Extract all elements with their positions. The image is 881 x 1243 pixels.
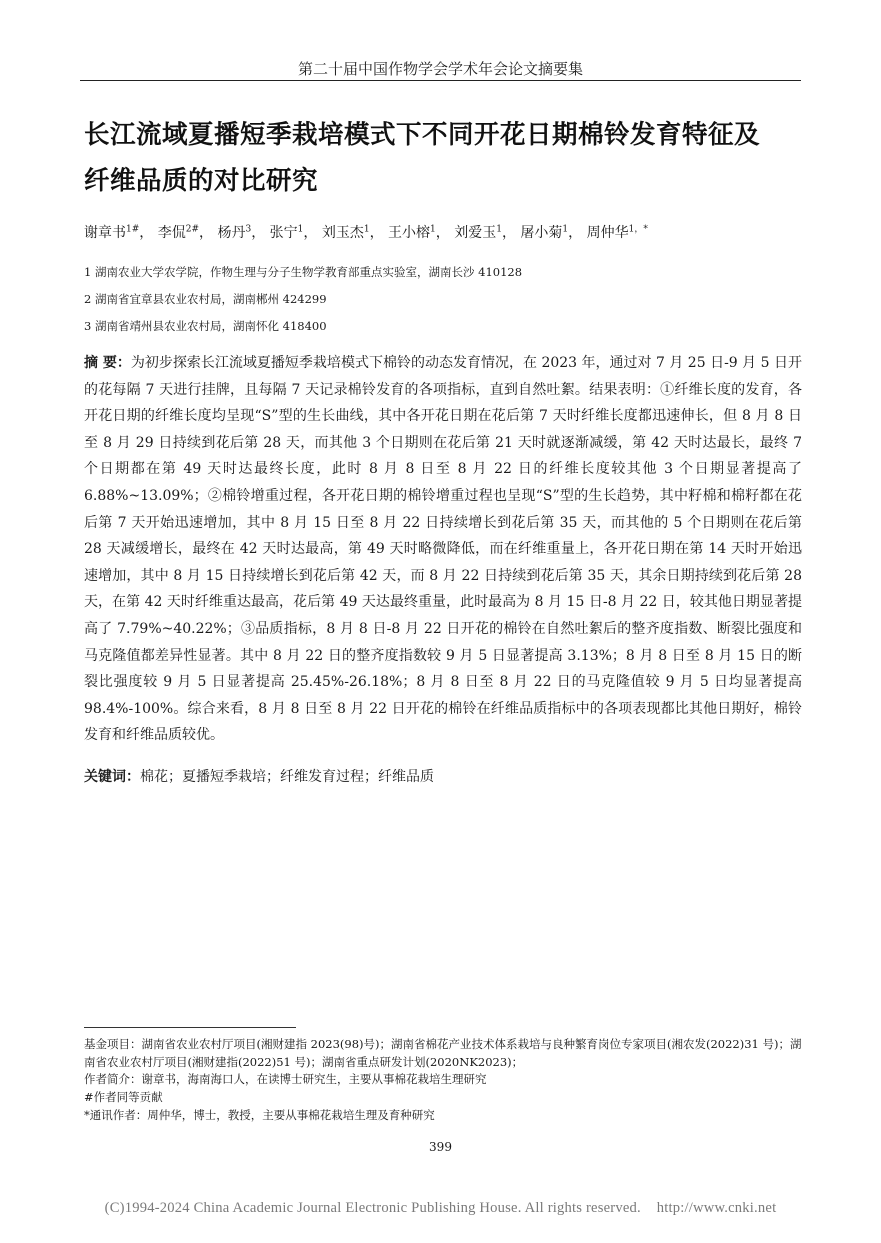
header-rule [80,80,801,81]
author: 谢章书$^{1\#}$， [84,224,154,241]
affiliation-2: 2 湖南省宜章县农业农村局，湖南郴州 424299 [84,292,327,306]
keywords-label: 关键词： [84,769,140,785]
copyright-notice [0,1200,881,1217]
footnote-corresponding-author: *通讯作者：周仲华，博士，教授，主要从事棉花栽培生理及育种研究 [84,1107,435,1122]
running-header: 第二十届中国作物学会学术年会论文摘要集 [297,60,583,78]
copyright-text: (C)1994-2024 China Academic Journal Electronic Publishing House. All rights reserved. [104,1200,641,1216]
footnotes [84,1036,804,1125]
affiliation-1: 1 湖南农业大学农学院，作物生理与分子生物学教育部重点实验室，湖南长沙 410128 [84,265,523,279]
author: 王小榕$^1$， [388,224,450,241]
author: 屠小菊$^1$， [520,224,583,241]
paper-title [84,112,814,204]
abstract [84,350,802,749]
footnote-author-bio: 作者简介：谢章书，海南海口人，在读博士研究生，主要从事棉花栽培生理研究 [84,1072,487,1087]
footnote-funding: 基金项目：湖南省农业农村厅项目(湘财建指 2023(98)号)；湖南省棉花产业技术体系栽培与良种繁育岗位专家项目(湘农发(2022)31 号)；湖南省农业农村厅项目(湘财建指(2022)51 号)；湖南省重点研发计划(2020NK2023)； [84,1037,802,1069]
abstract-text: 为初步探索长江流域夏播短季栽培模式下棉铃的动态发育情况，在 2023 年，通过对 7 月 25 日-9 月 5 日开的花每隔 7 天进行挂牌，且每隔 7 天记录棉铃发育的各项指标，直到自然吐絮。结果表明：①纤维长度的发育，各开花日期的纤维长度均呈现“S”型的生长曲线，其中各开花日期在花后第 7 天时纤维长度都迅速伸长，但 8 月 8 日至 8 月 29 日持续到花后第 28 天，而其他 3 个日期则在花后第 21 天时就逐渐减缓，第 42 天时达最长，最终 7 个日期都在第 49 天时达最终长度，此时 8 月 8 日至 8 月 22 日的纤维长度较其他 3 个日期显著提高了 6.88%~13.09%；②棉铃增重过程，各开花日期的棉铃增重过程也呈现“S”型的生长趋势，其中籽棉和棉籽都在花后第 7 天开始迅速增加，其中 8 月 15 日至 8 月 22 日持续增长到花后第 35 天，而其他的 5 个日期则在花后第 28 天减缓增长，最终在 42 天时达最高，第 49 天时略微降低，而在纤维重量上，各开花日期在第 14 天时开始迅速增加，其中 8 月 15 日持续增长到花后第 42 天，而 8 月 22 日持续到花后第 35 天，其余日期持续到花后第 28 天，在第 42 天时纤维重达最高，花后第 49 天达最终重量，此时最高为 8 月 15 日-8 月 22 日，较其他日期显著提高了 7.79%~40.22%；③品质指标，8 月 8 日-8 月 22 日开花的棉铃在自然吐絮后的整齐度指数、断裂比强度和马克隆值都差异性显著。其中 8 月 22 日的整齐度指数较 9 月 5 日显著提高 3.13%；8 月 8 日至 8 月 15 日的断裂比强度较 9 月 5 日显著提高 25.45%-26.18%；8 月 8 日至 8 月 22 日的马克隆值较 9 月 5 日均显著提高 98.4%-100%。综合来看，8 月 8 日至 8 月 22 日开花的棉铃在纤维品质指标中的各项表现都比其他日期好，棉铃发育和纤维品质较优。 [84,355,802,744]
paper-title-line-1: 长江流域夏播短季栽培模式下不同开花日期棉铃发育特征及 [84,120,761,150]
keywords [84,766,802,786]
author: 刘玉杰$^1$， [321,224,384,241]
keywords-text: 棉花；夏播短季栽培；纤维发育过程；纤维品质 [140,769,434,785]
author: 杨丹$^3$， [217,224,266,241]
page-number: 399 [429,1140,452,1154]
author: 周仲华$^{1,*}$ [586,224,648,241]
paper-title-line-2: 纤维品质的对比研究 [84,166,319,196]
author: 刘爱玉$^1$， [454,224,516,241]
author: 李侃$^{2\#}$， [157,224,214,241]
author: 张宁$^1$， [269,224,318,241]
copyright-url[interactable]: http://www.cnki.net [656,1200,777,1216]
author-list [84,221,804,242]
affiliation-3: 3 湖南省靖州县农业农村局，湖南怀化 418400 [84,319,327,333]
footnote-equal-contribution: #作者同等贡献 [84,1090,163,1105]
abstract-label: 摘 要： [84,355,131,371]
footnote-rule [84,1027,296,1028]
